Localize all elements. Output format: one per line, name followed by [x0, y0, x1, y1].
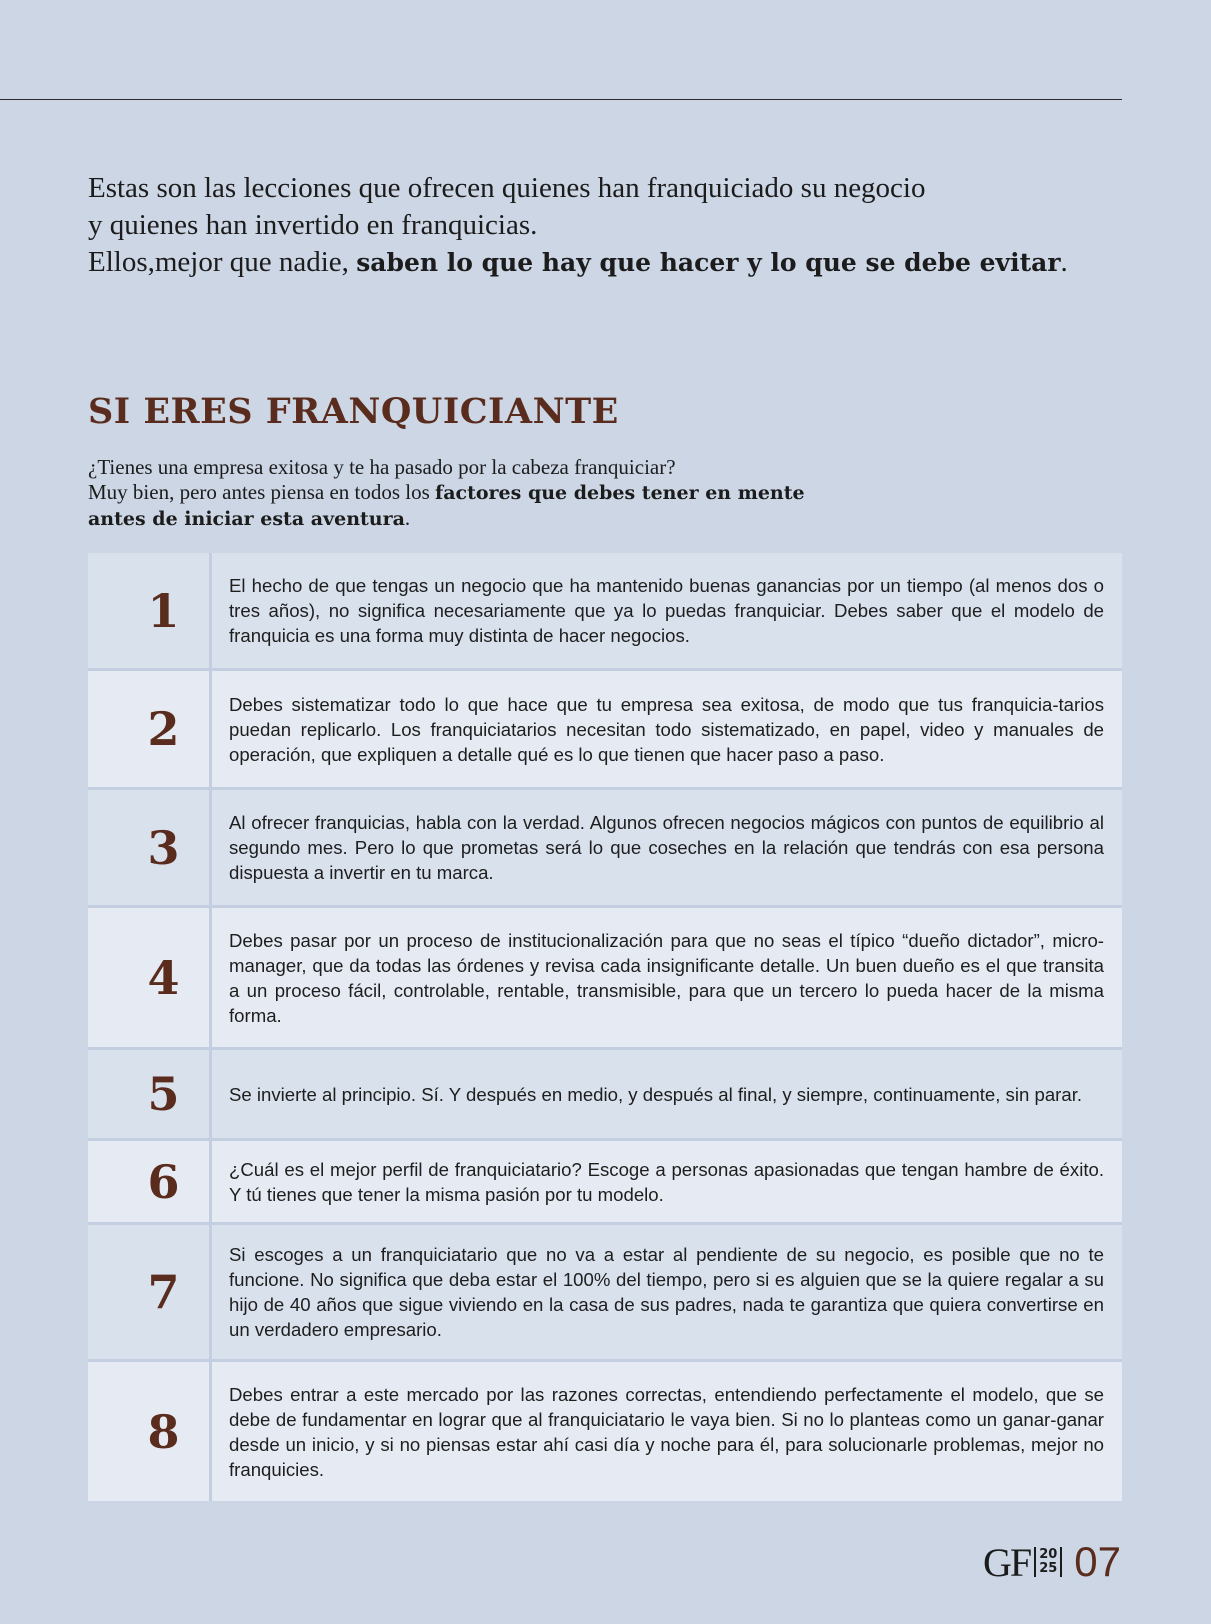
table-row: [88, 1141, 1122, 1225]
logo-year: [1034, 1547, 1062, 1577]
intro-line-3: [88, 244, 1148, 281]
table-row: [88, 790, 1122, 908]
table-row: [88, 1225, 1122, 1362]
intro-line-3-bold: saben lo que hay que hacer y lo que se debe evitar: [356, 248, 1061, 277]
item-text: Debes pasar por un proceso de institucionalización para que no seas el típico “dueño dictador”, micro-manager, que da todas las órdenes y revisa cada insignificante detalle. Un buen dueño es el que transita a un proceso fácil, controlable, rentable, transmisible, para que un tercero lo pueda hacer de la misma forma.: [229, 929, 1104, 1026]
item-number: 3: [88, 790, 212, 905]
section-intro-line-3: [88, 506, 948, 532]
section-intro-end: .: [404, 506, 411, 530]
logo-year-bottom: 25: [1039, 1561, 1058, 1576]
item-text: Debes entrar a este mercado por las razones correctas, entendiendo perfectamente el modelo, que se debe de fundamentar en lograr que al franquiciatario le vaya bien. Si no lo planteas como un ganar-ganar desde un inicio, y si no piensas estar ahí casi día y noche para él, para solucionarle problemas, mejor no franquicies.: [229, 1383, 1104, 1480]
table-row: [88, 1362, 1122, 1501]
item-number: 7: [88, 1225, 212, 1359]
table-row: [88, 908, 1122, 1050]
intro-line-2: y quienes han invertido en franquicias.: [88, 209, 538, 241]
item-number: 2: [88, 671, 212, 787]
item-text: Si escoges a un franquiciatario que no va a estar al pendiente de su negocio, es posible que no te funcione. No significa que deba estar el 100% del tiempo, pero si es alguien que se la quiere regalar a su hijo de 40 años que sigue viviendo en la casa de sus padres, nada te garantiza que quiera convertirse en un verdadero empresario.: [229, 1244, 1104, 1340]
item-text: El hecho de que tengas un negocio que ha mantenido buenas ganancias por un tiempo (al menos dos o tres años), no significa necesariamente que ya lo puedas franquiciar. Debes saber que el modelo de franquicia es una forma muy distinta de hacer negocios.: [229, 575, 1104, 646]
item-text: ¿Cuál es el mejor perfil de franquiciatario? Escoge a personas apasionadas que tengan hambre de éxito. Y tú tienes que tener la misma pasión por tu modelo.: [229, 1158, 1104, 1205]
intro-line-3-end: .: [1060, 246, 1068, 278]
intro-line-3-start: Ellos,mejor que nadie,: [88, 246, 357, 278]
item-number: 6: [88, 1141, 212, 1222]
logo-year-top: 20: [1039, 1547, 1058, 1562]
section-intro-line-2: [88, 480, 948, 506]
table-row: [88, 553, 1122, 671]
section-intro-line-1: ¿Tienes una empresa exitosa y te ha pasado por la cabeza franquiciar?: [88, 455, 676, 479]
gf-logo: GF: [983, 1539, 1031, 1585]
section-title: SI ERES FRANQUICIANTE: [88, 391, 619, 432]
item-text: Se invierte al principio. Sí. Y después en medio, y después al final, y siempre, continuamente, sin parar.: [229, 1083, 1083, 1105]
lessons-table: [88, 553, 1122, 1501]
item-text: Debes sistematizar todo lo que hace que tu empresa sea exitosa, de modo que tus franquicia-tarios puedan replicarlo. Los franquiciatarios necesitan todo sistematizado, en papel, video y manuales de operación, que expliquen a detalle qué es lo que tienen que hacer paso a paso.: [229, 693, 1104, 765]
item-text: Al ofrecer franquicias, habla con la verdad. Algunos ofrecen negocios mágicos con puntos de equilibrio al segundo mes. Pero lo que prometas será lo que coseches en la relación que tendrás con esa persona dispuesta a invertir en tu marca.: [229, 812, 1104, 883]
table-row: [88, 1050, 1122, 1141]
intro-paragraph: [88, 170, 1148, 281]
intro-line-1: Estas son las lecciones que ofrecen quienes han franquiciado su negocio: [88, 172, 926, 204]
page-footer: [983, 1538, 1121, 1586]
item-number: 5: [88, 1050, 212, 1138]
section-intro: [88, 455, 948, 532]
item-number: 1: [88, 553, 212, 668]
table-row: [88, 671, 1122, 790]
top-rule: [0, 99, 1122, 100]
section-intro-line-2-start: Muy bien, pero antes piensa en todos los: [88, 480, 436, 504]
section-intro-bold-b: antes de iniciar esta aventura: [88, 508, 405, 530]
item-number: 8: [88, 1362, 212, 1501]
section-intro-bold-a: factores que debes tener en mente: [435, 482, 805, 504]
item-number: 4: [88, 908, 212, 1047]
page-number: 07: [1074, 1538, 1121, 1585]
